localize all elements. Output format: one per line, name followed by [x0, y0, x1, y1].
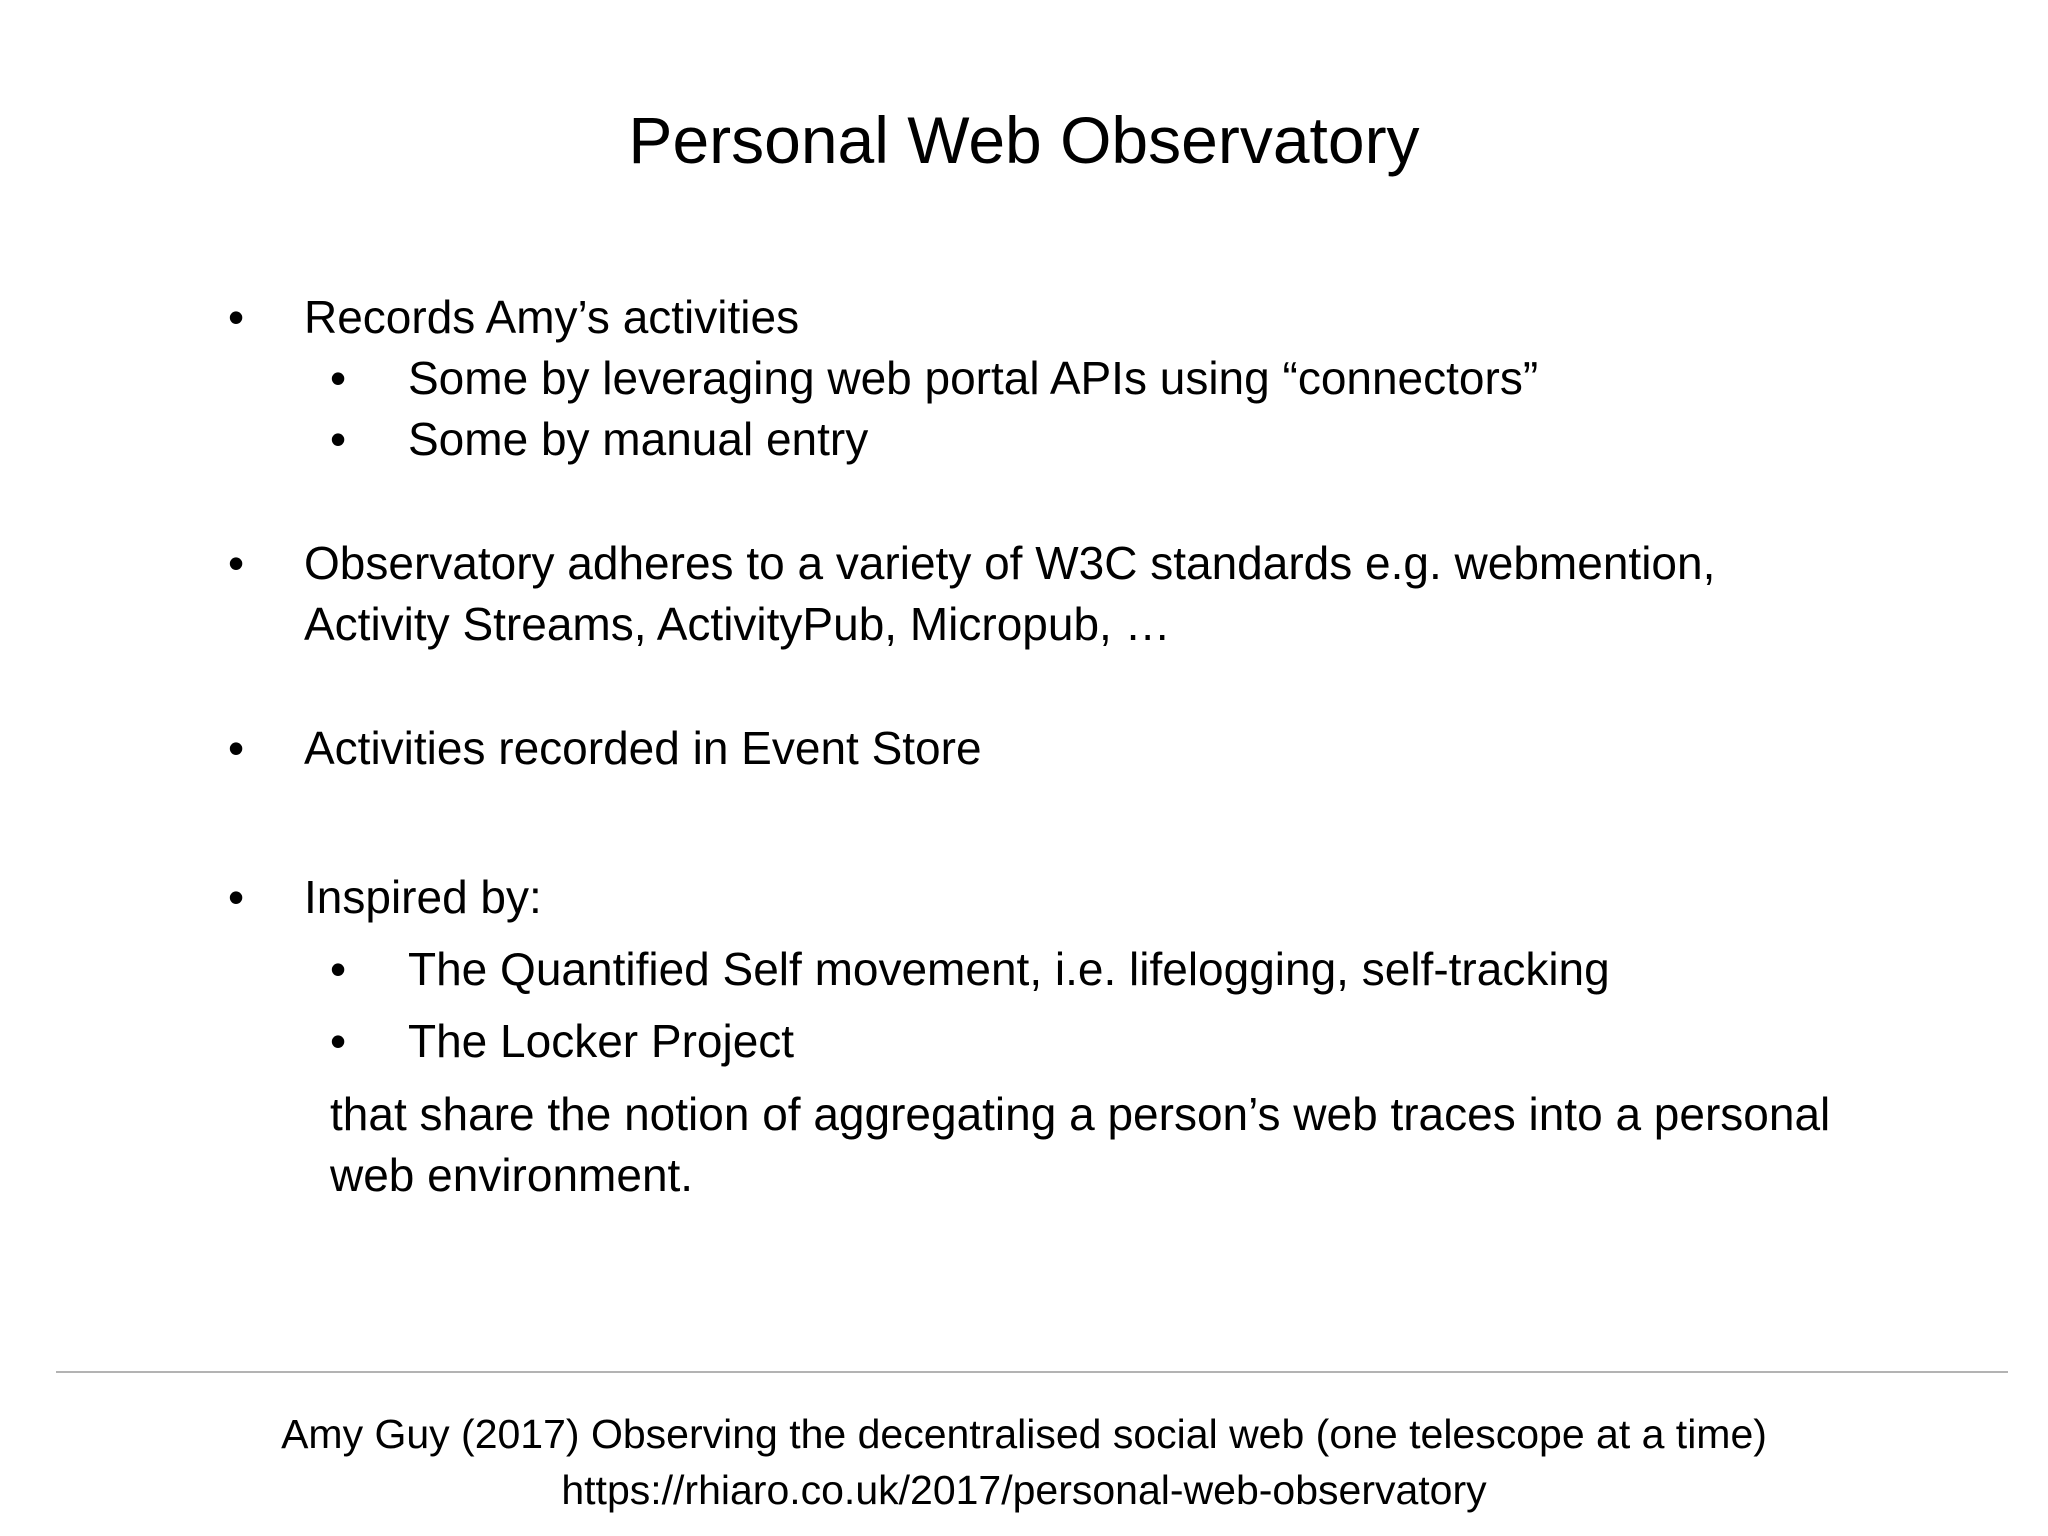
sub-bullet-text: Some by leveraging web portal APIs using “connectors” — [408, 352, 1539, 404]
sub-bullet-icon: • — [330, 352, 347, 404]
bullet-icon: • — [228, 537, 245, 589]
bullet-icon: • — [228, 871, 245, 923]
bullet-text: Activities recorded in Event Store — [304, 722, 982, 774]
slide-title: Personal Web Observatory — [628, 103, 1420, 177]
sub-bullet-text: Some by manual entry — [408, 413, 869, 465]
bullet-text-continued: Activity Streams, ActivityPub, Micropub, … — [304, 598, 1171, 650]
sub-bullet-icon: • — [330, 943, 347, 995]
sub-bullet-text: The Quantified Self movement, i.e. lifelogging, self-tracking — [408, 943, 1610, 995]
bullet-text: Observatory adheres to a variety of W3C standards e.g. webmention, — [304, 537, 1716, 589]
continuation-text: web environment. — [330, 1149, 694, 1201]
bullet-text: Inspired by: — [304, 871, 542, 923]
bullet-text: Records Amy’s activities — [304, 291, 800, 343]
continuation-text: that share the notion of aggregating a person’s web traces into a personal — [330, 1088, 1831, 1140]
sub-bullet-icon: • — [330, 413, 347, 465]
bullet-icon: • — [228, 291, 245, 343]
footer-divider — [56, 1371, 2008, 1373]
sub-bullet-text: The Locker Project — [408, 1015, 795, 1067]
footer-url: https://rhiaro.co.uk/2017/personal-web-observatory — [561, 1467, 1487, 1513]
bullet-icon: • — [228, 722, 245, 774]
footer-citation: Amy Guy (2017) Observing the decentralised social web (one telescope at a time) — [281, 1411, 1767, 1457]
sub-bullet-icon: • — [330, 1015, 347, 1067]
